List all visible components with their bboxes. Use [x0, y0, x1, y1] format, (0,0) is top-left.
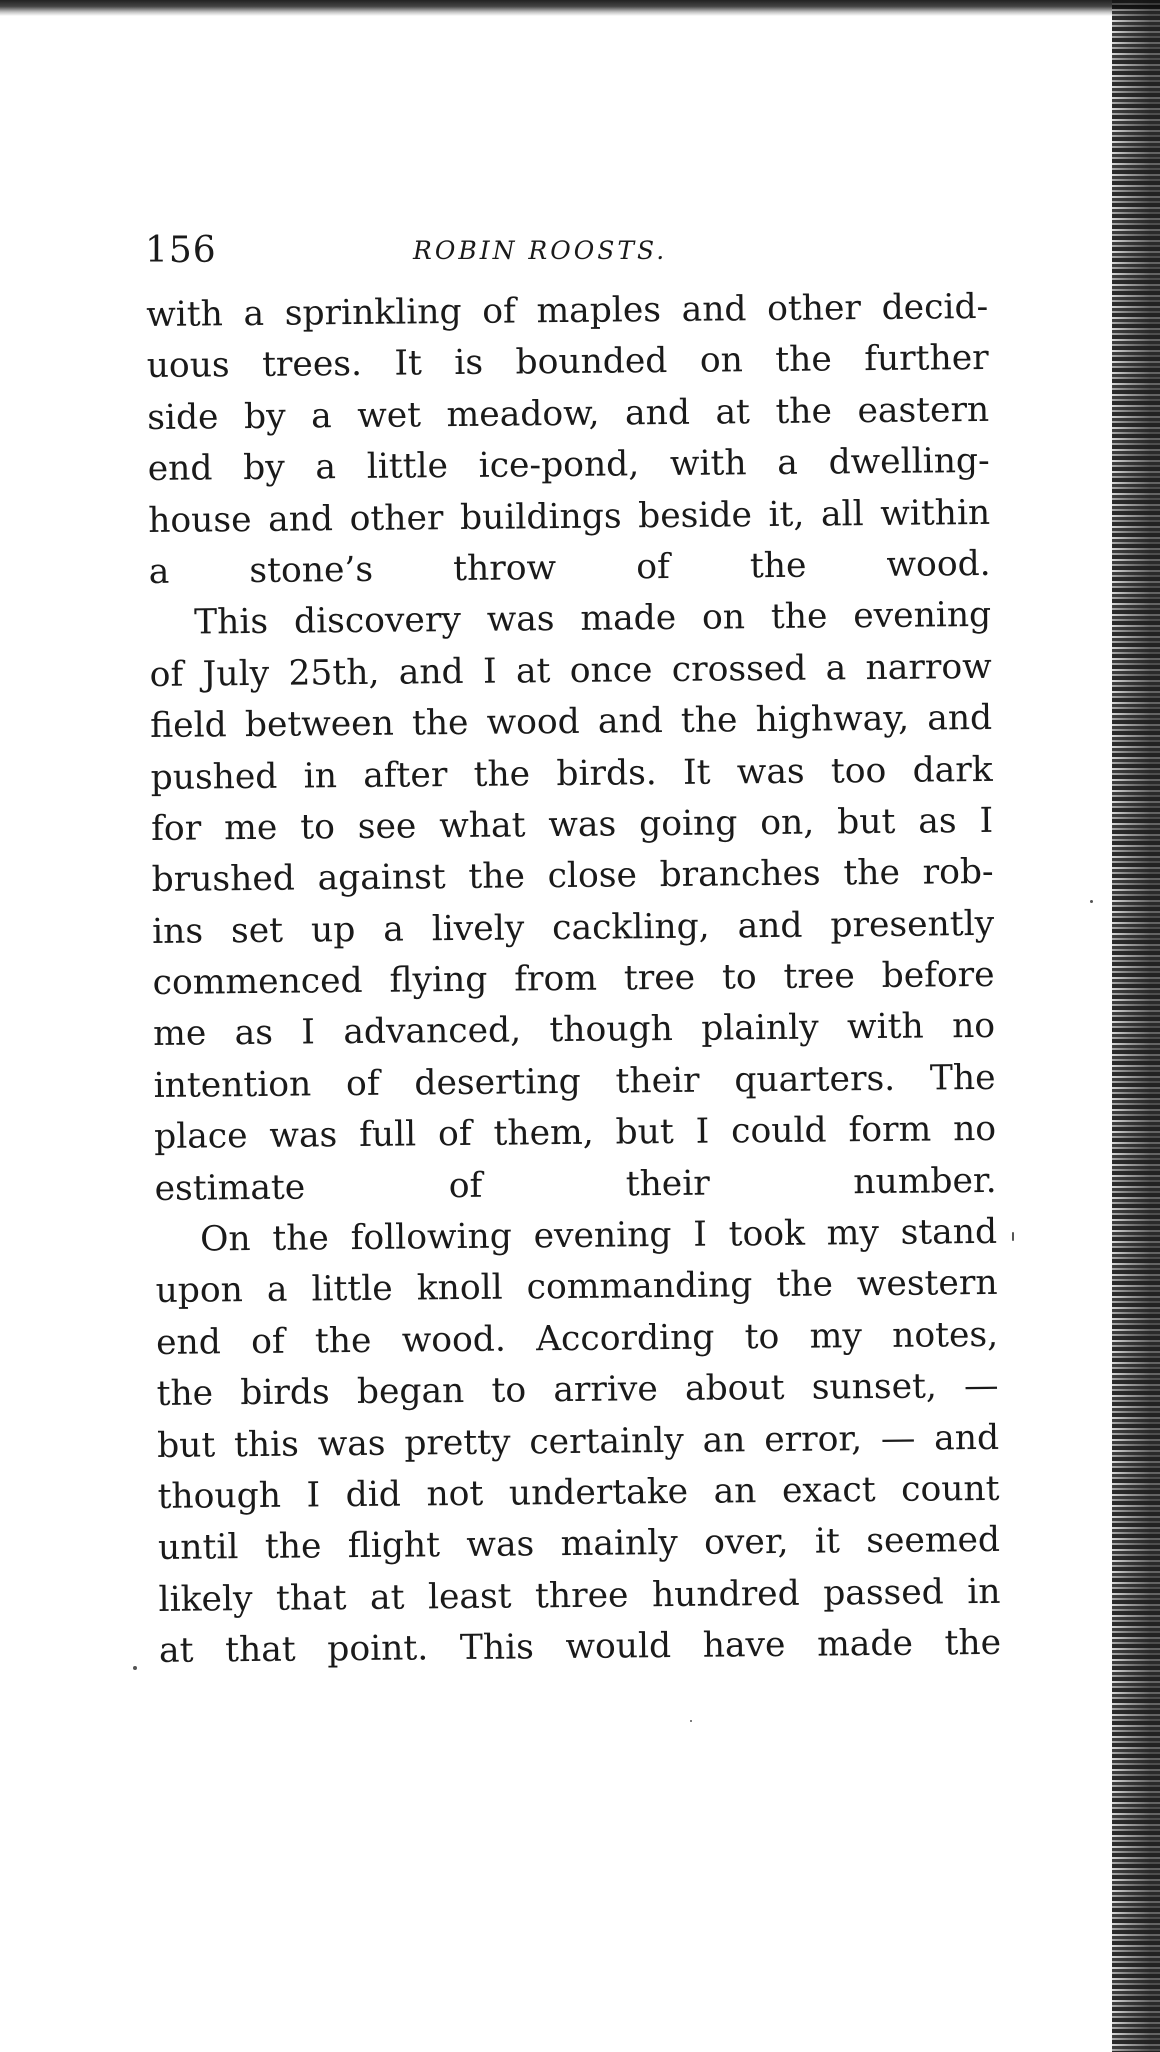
page-number: 156 [145, 230, 217, 271]
text-line: end by a little ice-pond, with a dwelling- [147, 441, 990, 490]
running-title: ROBIN ROOSTS. [413, 236, 668, 265]
text-line: field between the wood and the highway, and [149, 698, 993, 747]
scan-top-edge [0, 0, 1160, 16]
body-text [146, 282, 1001, 1678]
text-line: commenced flying from tree to tree before [152, 954, 995, 1004]
text-line: pushed in after the birds. It was too dark [150, 749, 993, 798]
scan-speck [133, 1666, 137, 1670]
text-line: estimate of their number. [154, 1160, 997, 1209]
text-line: house and other buildings beside it, all within [148, 492, 991, 541]
scan-speck [1090, 900, 1093, 903]
text-line: This discovery was made on the evening [194, 595, 992, 643]
text-line: but this was pretty certainly an error, — and [156, 1417, 1000, 1466]
running-head [145, 226, 975, 276]
text-line: of July 25th, and I at once crossed a narrow [149, 646, 992, 695]
text-line: until the flight was mainly over, it seemed [157, 1520, 1001, 1569]
scan-speck [1012, 1232, 1014, 1241]
text-line: though I did not undertake an exact count [157, 1468, 1000, 1517]
text-line: for me to see what was going on, but as I [150, 800, 994, 849]
text-line: brushed against the close branches the rob- [151, 852, 994, 901]
text-line: place was full of them, but I could form no [153, 1109, 997, 1158]
text-line: at that point. This would have made the [158, 1623, 1002, 1672]
text-line: me as I advanced, though plainly with no [152, 1006, 996, 1055]
text-line: uous trees. It is bounded on the further [146, 338, 989, 387]
scan-binding-edge [1112, 0, 1160, 2052]
text-line: upon a little knoll commanding the western [155, 1263, 998, 1312]
text-line: end of the wood. According to my notes, [155, 1314, 999, 1363]
text-line: likely that at least three hundred passed in [158, 1571, 1001, 1620]
text-line: side by a wet meadow, and at the eastern [147, 389, 990, 438]
text-line: ins set up a lively cackling, and presently [151, 903, 995, 952]
text-line: intention of deserting their quarters. The [153, 1057, 996, 1106]
scan-speck [690, 1720, 692, 1722]
text-line: with a sprinkling of maples and other decid- [146, 286, 989, 335]
text-line: a stone’s throw of the wood. [148, 543, 991, 592]
text-line: the birds began to arrive about sunset, — [156, 1366, 999, 1415]
text-line: On the following evening I took my stand [199, 1211, 998, 1260]
